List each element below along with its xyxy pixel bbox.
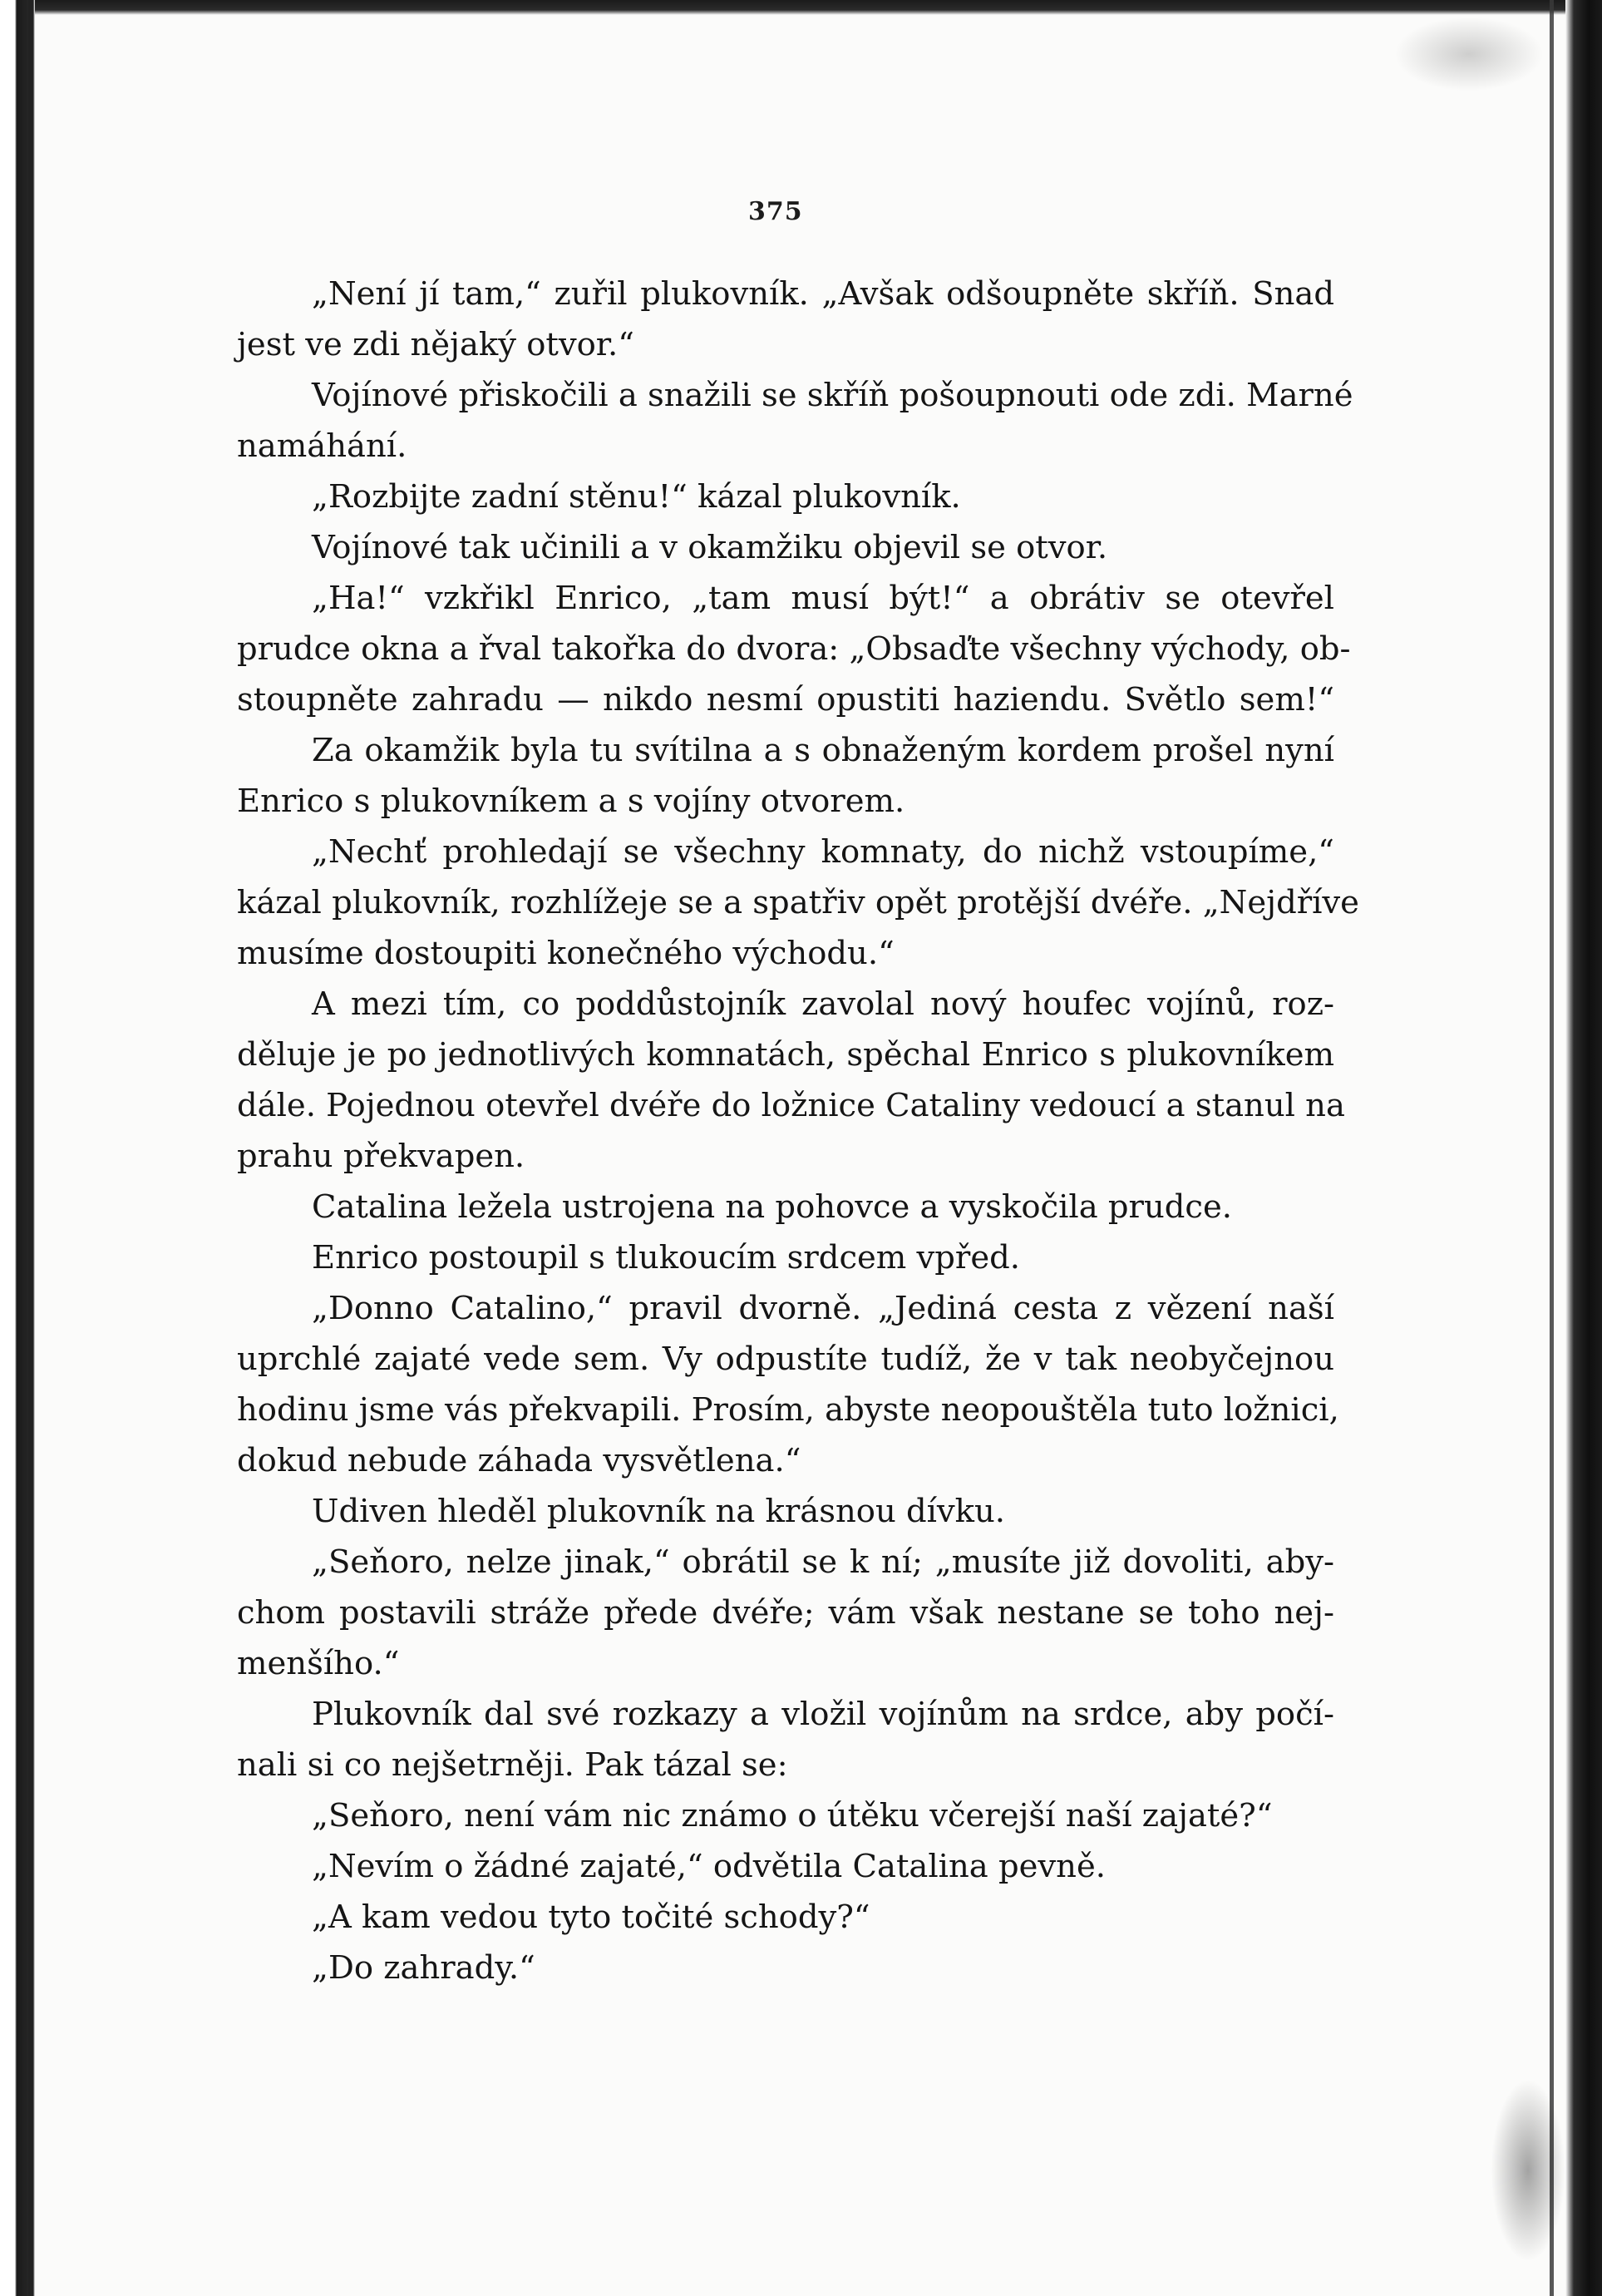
text-line: „Nevím o žádné zajaté,“ odvětila Catalina pevně. <box>312 1848 1106 1885</box>
scan-top-edge <box>0 0 1602 15</box>
text-line: „Seňoro, není vám nic známo o útěku včerejší naší zajaté?“ <box>312 1797 1273 1834</box>
text-line: nali si co nejšetrněji. Pak tázal se: <box>237 1746 788 1784</box>
text-line: Enrico s plukovníkem a s vojíny otvorem. <box>237 783 905 820</box>
page-number: 375 <box>748 197 803 226</box>
scan-left-edge-line <box>28 0 33 2296</box>
text-line: „Donno Catalino,“ pravil dvorně. „Jediná cesta z vězení naší <box>312 1290 1334 1327</box>
text-line: hodinu jsme vás překvapili. Prosím, abyste neopouštěla tuto ložnici, <box>237 1391 1339 1429</box>
text-line: prudce okna a řval takořka do dvora: „Obsaďte všechny východy, ob- <box>237 630 1351 668</box>
text-line: Za okamžik byla tu svítilna a s obnaženým kordem prošel nyní <box>312 732 1334 769</box>
text-line: namáhání. <box>237 427 407 465</box>
text-line: „Rozbijte zadní stěnu!“ kázal plukovník. <box>312 478 961 516</box>
text-line: dále. Pojednou otevřel dvéře do ložnice Cataliny vedoucí a stanul na <box>237 1087 1345 1124</box>
text-line: „Ha!“ vzkřikl Enrico, „tam musí být!“ a obrátiv se otevřel <box>312 580 1334 617</box>
text-line: Vojínové přiskočili a snažili se skříň pošoupnouti ode zdi. Marné <box>312 377 1353 414</box>
text-line: chom postavili stráže přede dvéře; vám však nestane se toho nej- <box>237 1594 1334 1632</box>
text-line: jest ve zdi nějaký otvor.“ <box>237 326 634 363</box>
text-line: Enrico postoupil s tlukoucím srdcem vpřed. <box>312 1239 1021 1276</box>
text-line: uprchlé zajaté vede sem. Vy odpustíte tudíž, že v tak neobyčejnou <box>237 1341 1334 1378</box>
text-line: Vojínové tak učinili a v okamžiku objevil se otvor. <box>312 529 1108 566</box>
text-line: dokud nebude záhada vysvětlena.“ <box>237 1442 801 1479</box>
text-line: menšího.“ <box>237 1645 400 1682</box>
text-line: „A kam vedou tyto točité schody?“ <box>312 1899 870 1936</box>
text-line: Catalina ležela ustrojena na pohovce a vyskočila prudce. <box>312 1188 1232 1226</box>
scan-smudge-bottom <box>1491 2079 1565 2262</box>
text-line: Plukovník dal své rozkazy a vložil vojínům na srdce, aby počí- <box>312 1696 1334 1733</box>
text-line: prahu překvapen. <box>237 1138 525 1175</box>
text-line: stoupněte zahradu — nikdo nesmí opustiti haziendu. Světlo sem!“ <box>237 681 1334 718</box>
text-line: děluje je po jednotlivých komnatách, spěchal Enrico s plukovníkem <box>237 1036 1334 1074</box>
text-line: „Nechť prohledají se všechny komnaty, do nichž vstoupíme,“ <box>312 833 1334 871</box>
text-line: „Do zahrady.“ <box>312 1949 535 1987</box>
text-line: Udiven hleděl plukovník na krásnou dívku. <box>312 1493 1006 1530</box>
scan-right-edge-line <box>1550 0 1554 2296</box>
scan-right-edge <box>1565 0 1602 2296</box>
text-line: „Není jí tam,“ zuřil plukovník. „Avšak odšoupněte skříň. Snad <box>312 275 1334 313</box>
scan-smudge <box>1394 17 1544 91</box>
text-line: A mezi tím, co poddůstojník zavolal nový houfec vojínů, roz- <box>312 985 1334 1023</box>
text-line: musíme dostoupiti konečného východu.“ <box>237 935 895 972</box>
text-line: kázal plukovník, rozhlížeje se a spatřiv opět protější dvéře. „Nejdříve <box>237 884 1359 921</box>
text-line: „Seňoro, nelze jinak,“ obrátil se k ní; „musíte již dovoliti, aby- <box>312 1543 1334 1581</box>
